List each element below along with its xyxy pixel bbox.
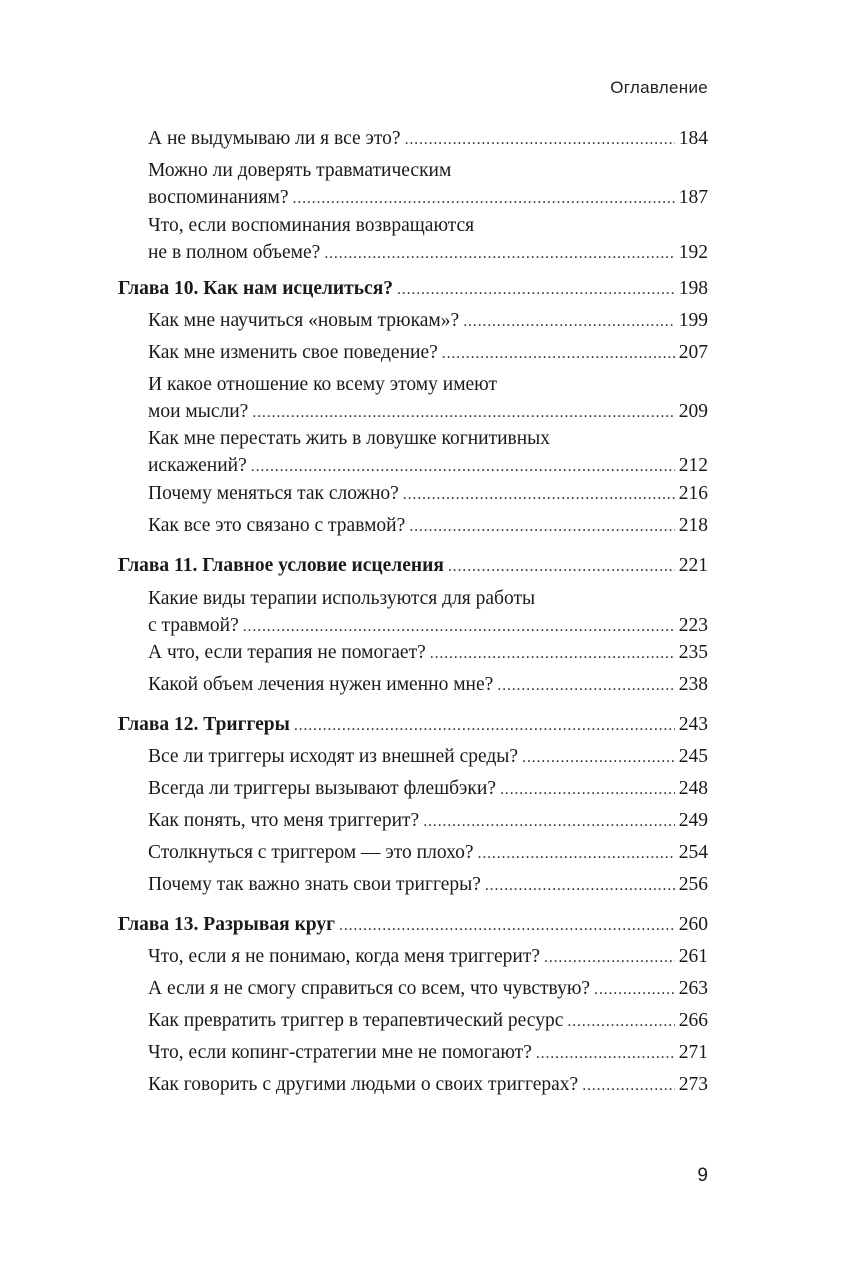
toc-entry	[148, 1071, 708, 1098]
toc-entry-page: 184	[678, 128, 708, 149]
toc-entry-page: 207	[678, 342, 708, 363]
toc-entry-page: 266	[678, 1010, 708, 1031]
toc-entry	[148, 371, 708, 425]
dot-leader	[339, 911, 675, 934]
dot-leader	[442, 339, 675, 362]
toc-entry-page: 256	[678, 874, 708, 895]
toc-entry-page: 223	[678, 615, 708, 636]
toc-entry	[148, 125, 708, 152]
toc-entry-title: Какой объем лечения нужен именно мне?	[148, 674, 494, 695]
toc-chapter-page: 243	[678, 714, 708, 735]
dot-leader	[567, 1007, 674, 1030]
toc-entry	[148, 775, 708, 802]
toc-entry	[148, 157, 708, 211]
toc-entry-title: А если я не смогу справиться со всем, что чувствую?	[148, 978, 591, 999]
toc-entry-title: Что, если воспоминания возвращаются	[148, 215, 475, 236]
dot-leader	[463, 307, 675, 330]
toc-entry-page: 218	[678, 515, 708, 536]
toc-entry-page: 261	[678, 946, 708, 967]
toc-entry	[148, 871, 708, 898]
toc-entry-title: А не выдумываю ли я все это?	[148, 128, 401, 149]
toc-entry-title: Как мне научиться «новым трюкам»?	[148, 310, 460, 331]
dot-leader	[448, 552, 675, 575]
toc-entry	[148, 975, 708, 1002]
toc-entry-title-cont: искажений?	[148, 455, 247, 476]
toc-entry	[148, 639, 708, 666]
dot-leader	[294, 711, 675, 734]
toc-entry-page: 199	[678, 310, 708, 331]
toc-entry	[148, 307, 708, 334]
dot-leader	[324, 239, 674, 262]
toc-chapter	[118, 911, 708, 938]
toc-entry-title: Почему так важно знать свои триггеры?	[148, 874, 481, 895]
toc-entry-title: Как мне перестать жить в ловушке когнитивных	[148, 428, 551, 449]
toc-entry-title-cont: воспоминаниям?	[148, 187, 289, 208]
toc-entry-page: 212	[678, 455, 708, 476]
running-header: Оглавление	[610, 78, 708, 97]
toc-chapter	[118, 552, 708, 579]
toc-entry	[148, 1039, 708, 1066]
toc-entry	[148, 425, 708, 479]
toc-entry	[148, 1007, 708, 1034]
toc-entry-page: 271	[678, 1042, 708, 1063]
toc-entry	[148, 212, 708, 266]
toc-entry-page: 187	[678, 187, 708, 208]
toc-chapter-page: 221	[678, 555, 708, 576]
toc-entry-page: 209	[678, 401, 708, 422]
dot-leader	[522, 743, 675, 766]
toc-entry	[148, 339, 708, 366]
toc-entry-page: 245	[678, 746, 708, 767]
dot-leader	[594, 975, 675, 998]
dot-leader	[251, 452, 675, 475]
toc-chapter-title: Глава 13. Разрывая круг	[118, 914, 336, 935]
toc-entry-page: 254	[678, 842, 708, 863]
toc-entry	[148, 585, 708, 639]
toc-entry-title: Что, если копинг-стратегии мне не помогают?	[148, 1042, 532, 1063]
toc-entry	[148, 671, 708, 698]
toc-entry-title: Можно ли доверять травматическим	[148, 160, 452, 181]
dot-leader	[292, 184, 674, 207]
dot-leader	[403, 480, 675, 503]
dot-leader	[430, 639, 675, 662]
dot-leader	[397, 275, 675, 298]
toc-entry-title: Как все это связано с травмой?	[148, 515, 406, 536]
toc-entry-title: Как говорить с другими людьми о своих триггерах?	[148, 1074, 579, 1095]
toc-entry-page: 235	[678, 642, 708, 663]
toc-entry	[148, 807, 708, 834]
toc-chapter-page: 260	[678, 914, 708, 935]
toc-entry	[148, 839, 708, 866]
toc-entry-page: 238	[678, 674, 708, 695]
dot-leader	[582, 1071, 675, 1094]
toc-entry-title-cont: не в полном объеме?	[148, 242, 321, 263]
toc-entry-title: Что, если я не понимаю, когда меня триггерит?	[148, 946, 541, 967]
toc-chapter-page: 198	[678, 278, 708, 299]
toc-chapter	[118, 711, 708, 738]
toc-entry	[148, 943, 708, 970]
toc-entry	[148, 512, 708, 539]
toc-entry-page: 273	[678, 1074, 708, 1095]
dot-leader	[500, 775, 675, 798]
toc-chapter-title: Глава 11. Главное условие исцеления	[118, 555, 444, 576]
toc-entry-page: 192	[678, 242, 708, 263]
dot-leader	[423, 807, 675, 830]
dot-leader	[478, 839, 675, 862]
toc-entry-page: 249	[678, 810, 708, 831]
dot-leader	[252, 398, 674, 421]
toc-entry	[148, 480, 708, 507]
dot-leader	[405, 125, 675, 148]
toc-entry-title: И какое отношение ко всему этому имеют	[148, 374, 498, 395]
toc-entry-title: Как понять, что меня триггерит?	[148, 810, 420, 831]
toc-entry-title: Как превратить триггер в терапевтический ресурс	[148, 1010, 564, 1031]
dot-leader	[409, 512, 674, 535]
dot-leader	[544, 943, 675, 966]
toc-entry-title-cont: с травмой?	[148, 615, 239, 636]
toc-entry-page: 263	[678, 978, 708, 999]
toc-entry-page: 216	[678, 483, 708, 504]
page-number: 9	[697, 1165, 708, 1186]
toc-entry-title-cont: мои мысли?	[148, 401, 249, 422]
toc-chapter	[118, 275, 708, 302]
dot-leader	[536, 1039, 675, 1062]
toc-entry-title: Все ли триггеры исходят из внешней среды?	[148, 746, 519, 767]
toc-entry-title: Как мне изменить свое поведение?	[148, 342, 438, 363]
toc-entry-title: Столкнуться с триггером — это плохо?	[148, 842, 474, 863]
toc-chapter-title: Глава 12. Триггеры	[118, 714, 290, 735]
toc-entry-title: Какие виды терапии используются для работы	[148, 588, 536, 609]
dot-leader	[243, 612, 675, 635]
toc-entry-title: А что, если терапия не помогает?	[148, 642, 426, 663]
toc-entry	[148, 743, 708, 770]
toc-entry-title: Почему меняться так сложно?	[148, 483, 399, 504]
toc-entry-page: 248	[678, 778, 708, 799]
dot-leader	[485, 871, 675, 894]
toc-entry-title: Всегда ли триггеры вызывают флешбэки?	[148, 778, 496, 799]
toc-chapter-title: Глава 10. Как нам исцелиться?	[118, 278, 393, 299]
dot-leader	[497, 671, 674, 694]
